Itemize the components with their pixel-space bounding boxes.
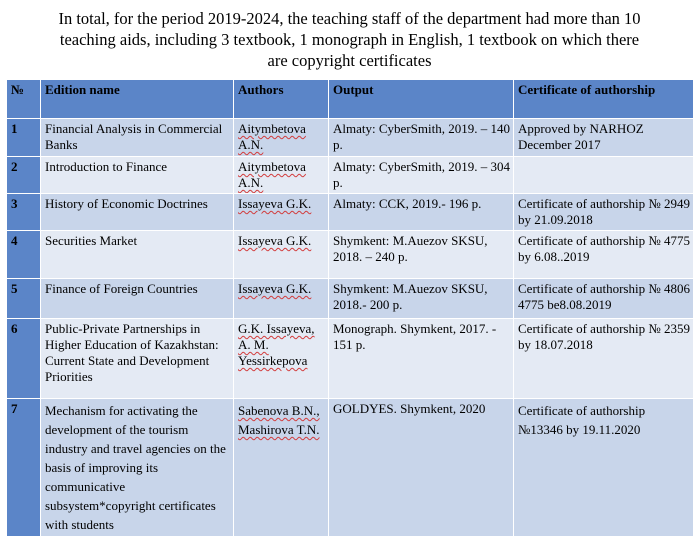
authors-cell: Aitymbetova A.N. (234, 119, 329, 157)
header-authors: Authors (234, 80, 329, 119)
output-cell: Shymkent: M.Auezov SKSU, 2018.- 200 p. (329, 279, 514, 319)
row-number: 4 (7, 231, 41, 279)
row-number: 6 (7, 319, 41, 399)
certificate-cell: Certificate of authorship № 2359 by 18.07.2018 (514, 319, 694, 399)
header-edition-name: Edition name (41, 80, 234, 119)
table-row (7, 231, 694, 279)
certificate-cell: Certificate of authorship № 4775 by 6.08..2019 (514, 231, 694, 279)
row-number: 5 (7, 279, 41, 319)
header-number: № (7, 80, 41, 119)
authors-cell: Issayeva G.K. (234, 194, 329, 231)
certificate-cell: Approved by NARHOZ December 2017 (514, 119, 694, 157)
row-number: 2 (7, 157, 41, 194)
intro-line-2: teaching aids, including 3 textbook, 1 monograph in English, 1 textbook on which there (59, 30, 640, 49)
row-number: 7 (7, 399, 41, 537)
header-certificate: Certificate of authorship (514, 80, 694, 119)
edition-name-cell: Finance of Foreign Countries (41, 279, 234, 319)
certificate-cell: Certificate of authorship №13346 by 19.11.2020 (514, 399, 694, 537)
table-row (7, 279, 694, 319)
authors-cell: Aitymbetova A.N. (234, 157, 329, 194)
output-cell: Shymkent: M.Auezov SKSU, 2018. – 240 p. (329, 231, 514, 279)
header-output: Output (329, 80, 514, 119)
output-cell: Almaty: CyberSmith, 2019. – 140 p. (329, 119, 514, 157)
table-row (7, 119, 694, 157)
edition-name-cell: Financial Analysis in Commercial Banks (41, 119, 234, 157)
table-row (7, 319, 694, 399)
table-row (7, 157, 694, 194)
row-number: 3 (7, 194, 41, 231)
output-cell: Monograph. Shymkent, 2017. - 151 p. (329, 319, 514, 399)
edition-name-cell: Introduction to Finance (41, 157, 234, 194)
edition-name-cell: Public-Private Partnerships in Higher Education of Kazakhstan: Current State and Development Priorities (41, 319, 234, 399)
intro-line-1: In total, for the period 2019-2024, the teaching staff of the department had more than 10 (58, 9, 641, 28)
output-cell: GOLDYES. Shymkent, 2020 (329, 399, 514, 537)
table-row (7, 194, 694, 231)
authors-cell: Sabenova B.N., Mashirova T.N. (234, 399, 329, 537)
edition-name-cell: History of Economic Doctrines (41, 194, 234, 231)
output-cell: Almaty: CCK, 2019.- 196 p. (329, 194, 514, 231)
publications-table (6, 79, 694, 537)
intro-paragraph (0, 8, 699, 71)
edition-name-cell: Securities Market (41, 231, 234, 279)
row-number: 1 (7, 119, 41, 157)
authors-cell: Issayeva G.K. (234, 279, 329, 319)
output-cell: Almaty: CyberSmith, 2019. – 304 p. (329, 157, 514, 194)
authors-cell: G.K. Issayeva, A. M. Yessirkepova (234, 319, 329, 399)
authors-cell: Issayeva G.K. (234, 231, 329, 279)
certificate-cell: Certificate of authorship № 2949 by 21.09.2018 (514, 194, 694, 231)
edition-name-cell: Mechanism for activating the development of the tourism industry and travel agencies on the basis of improving its communicative subsystem*copyright certificates with students (41, 399, 234, 537)
table-header-row (7, 80, 694, 119)
certificate-cell (514, 157, 694, 194)
certificate-cell: Certificate of authorship № 4806 4775 be8.08.2019 (514, 279, 694, 319)
table-row (7, 399, 694, 537)
intro-line-3: are copyright certificates (267, 51, 432, 70)
